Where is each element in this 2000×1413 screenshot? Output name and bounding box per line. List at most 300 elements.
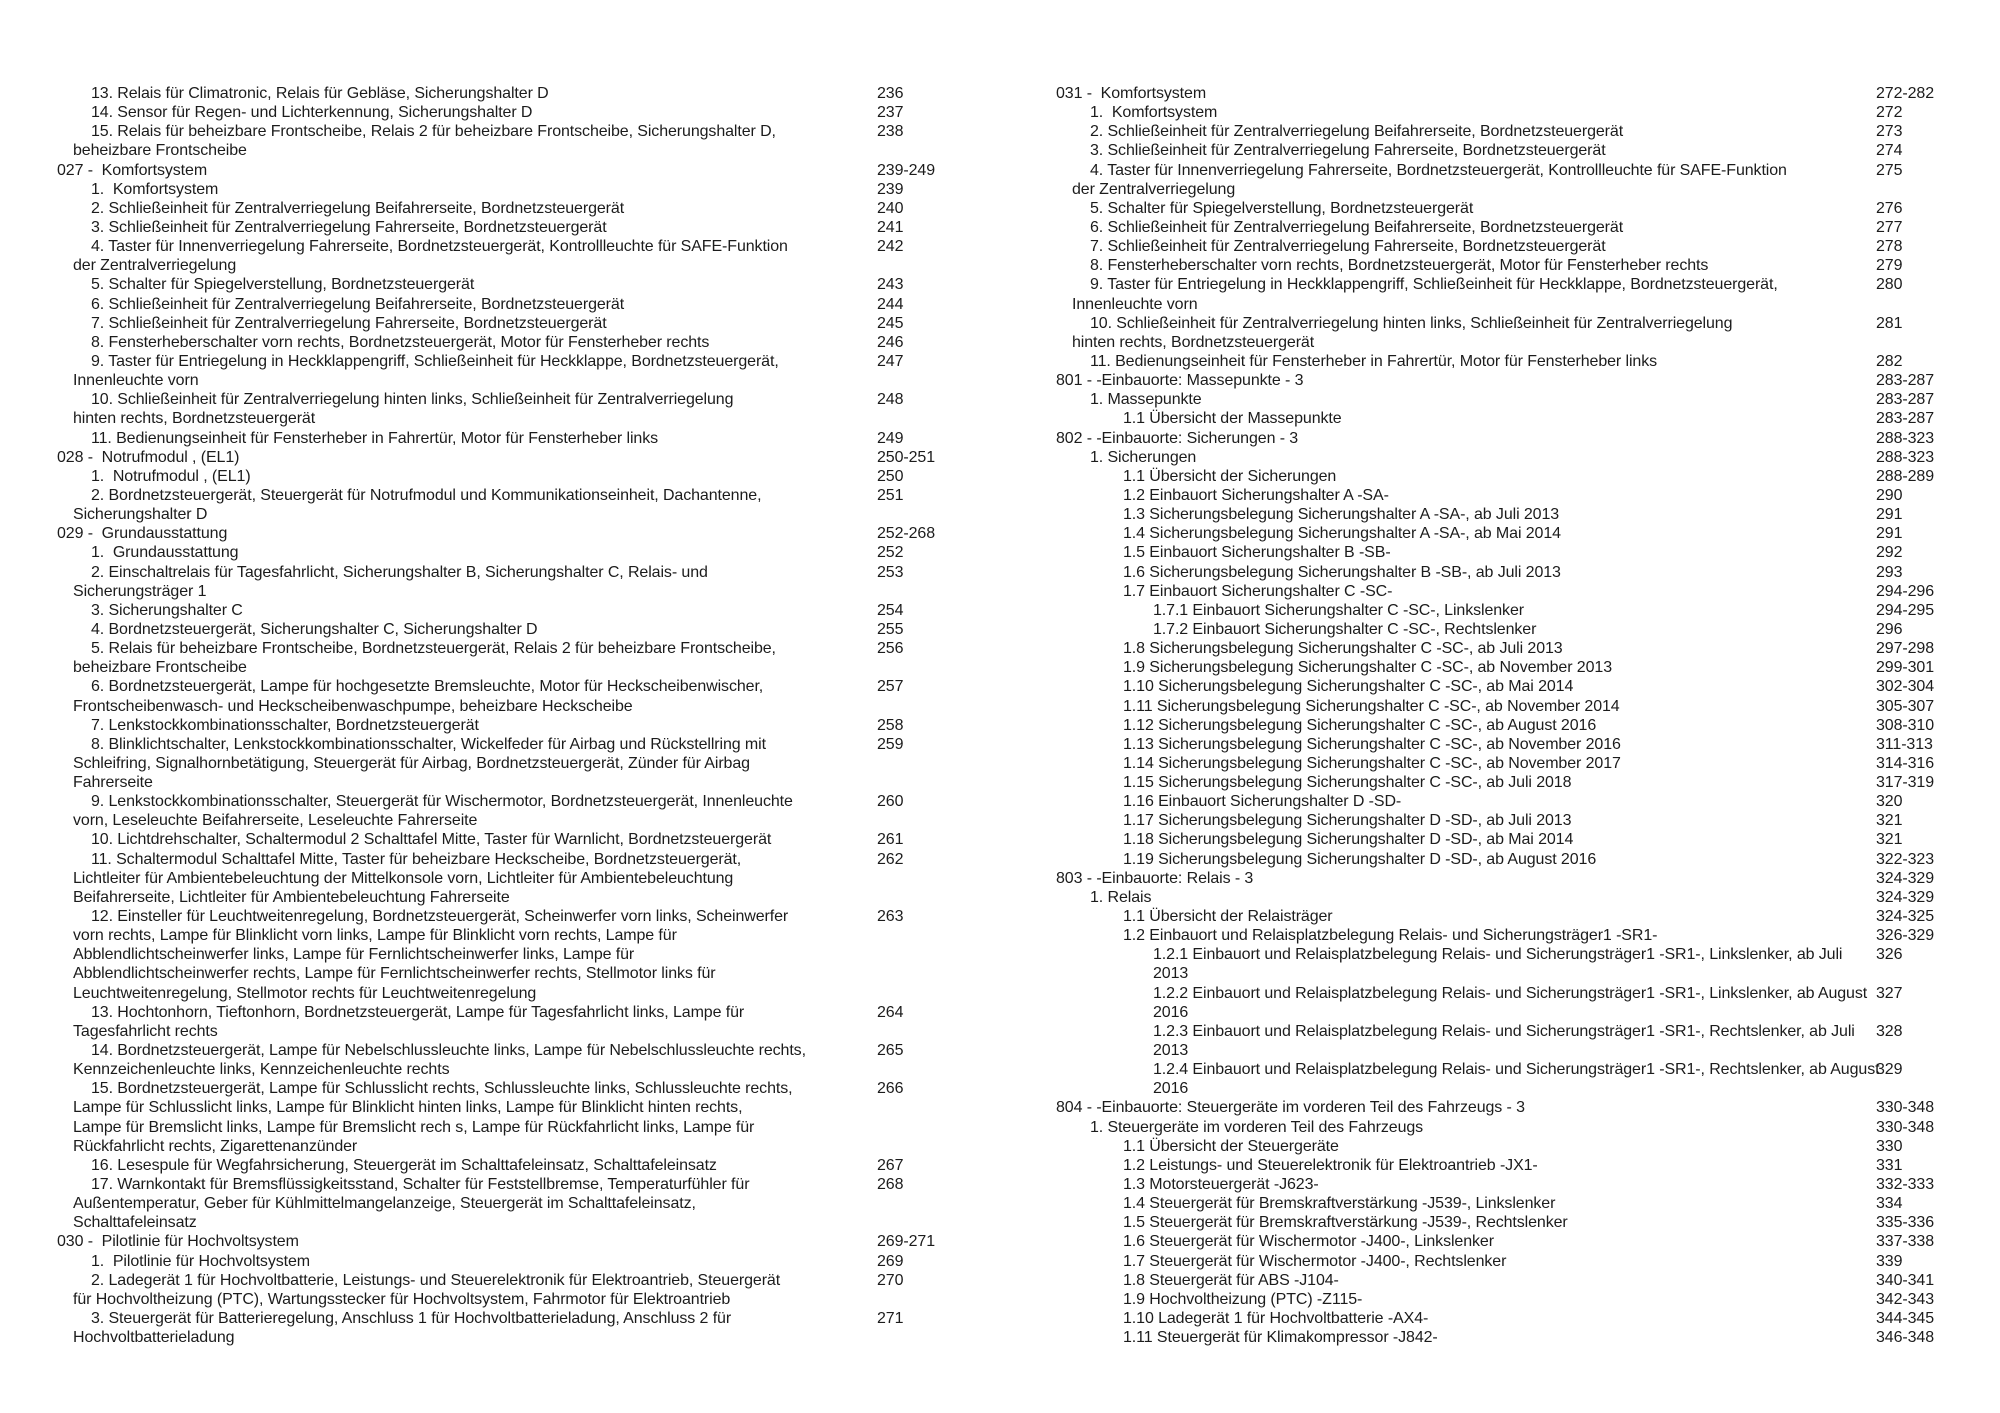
entry-text: Lichtleiter für Ambientebeleuchtung der Mittelkonsole vorn, Lichtleiter für Ambientebeleuchtung [73,869,734,887]
entry-text: 15. Relais für beheizbare Frontscheibe, Relais 2 für beheizbare Frontscheibe, Sicherungshalter D, [91,123,776,141]
page-number: 261 [877,831,904,849]
entry-text: 1.7.1 Einbauort Sicherungshalter C -SC-, Linkslenker [1153,601,1524,619]
page-number: 266 [877,1080,904,1098]
toc-line [1056,773,1996,792]
page-number: 240 [877,199,904,217]
page-number: 274 [1876,142,1903,160]
toc-line [57,582,997,601]
toc-line [1056,984,1996,1003]
toc-line [57,716,997,735]
toc-line [57,735,997,754]
entry-text: Innenleuchte vorn [73,372,199,390]
page-number: 330 [1876,1137,1903,1155]
entry-text: 5. Relais für beheizbare Frontscheibe, Bordnetzsteuergerät, Relais 2 für beheizbare Frontscheibe, [91,640,776,658]
page-number: 244 [877,295,904,313]
page-number: 337-338 [1876,1233,1935,1251]
page-number: 294-295 [1876,601,1935,619]
page-number: 265 [877,1042,904,1060]
toc-line [57,1060,997,1079]
page-number: 291 [1876,506,1903,524]
toc-line [57,563,997,582]
toc-line [1056,84,1996,103]
entry-text: 5. Schalter für Spiegelverstellung, Bordnetzsteuergerät [91,276,475,294]
toc-line [57,1041,997,1060]
entry-text: beheizbare Frontscheibe [73,142,247,160]
toc-line [57,486,997,505]
entry-text: 1.7 Einbauort Sicherungshalter C -SC- [1123,582,1393,600]
toc-line [1056,371,1996,390]
toc-line [1056,103,1996,122]
toc-line [57,773,997,792]
page-number: 283-287 [1876,391,1935,409]
page-number: 297-298 [1876,640,1935,658]
toc-line [57,1156,997,1175]
page-number: 346-348 [1876,1329,1935,1347]
toc-line [57,505,997,524]
toc-line [57,218,997,237]
toc-line [1056,1252,1996,1271]
entry-text: hinten rechts, Bordnetzsteuergerät [73,410,316,428]
entry-text: 1.1 Übersicht der Relaisträger [1123,908,1333,926]
entry-text: 10. Lichtdrehschalter, Schaltermodul 2 Schalttafel Mitte, Taster für Warnlicht, Bordnetzsteuergerät [91,831,772,849]
entry-text: 11. Bedienungseinheit für Fensterheber in Fahrertür, Motor für Fensterheber links [91,429,659,447]
toc-line [1056,448,1996,467]
toc-line [1056,333,1996,352]
toc-line [1056,792,1996,811]
toc-line [1056,295,1996,314]
toc-line [57,869,997,888]
page-number: 246 [877,333,904,351]
entry-text: 803 - -Einbauorte: Relais - 3 [1056,869,1254,887]
toc-line [57,830,997,849]
toc-line [1056,390,1996,409]
toc-line [1056,256,1996,275]
toc-line [57,314,997,333]
toc-line [57,697,997,716]
toc-line [1056,1041,1996,1060]
entry-text: 7. Schließeinheit für Zentralverriegelung Fahrerseite, Bordnetzsteuergerät [1090,238,1606,256]
page-number: 269-271 [877,1233,936,1251]
toc-line [57,639,997,658]
entry-text: 8. Blinklichtschalter, Lenkstockkombinationsschalter, Wickelfeder für Airbag und Rückstellring mit [91,735,766,753]
toc-line [1056,697,1996,716]
entry-text: 029 - Grundausstattung [57,525,228,543]
toc-line [1056,429,1996,448]
entry-text: 2016 [1153,1080,1189,1098]
entry-text: 1.6 Steuergerät für Wischermotor -J400-, Linkslenker [1123,1233,1494,1251]
entry-text: 13. Hochtonhorn, Tieftonhorn, Bordnetzsteuergerät, Lampe für Tagesfahrlicht links, Lampe für [91,1003,745,1021]
page-number: 278 [1876,238,1903,256]
toc-line [57,352,997,371]
page-number: 291 [1876,525,1903,543]
toc-line [57,850,997,869]
entry-text: 10. Schließeinheit für Zentralverriegelung hinten links, Schließeinheit für Zentralverriegelung [1090,314,1733,332]
page-number: 272 [1876,104,1903,122]
page-number: 321 [1876,831,1903,849]
toc-column-right [1056,84,1996,1347]
page-number: 283-287 [1876,410,1935,428]
entry-text: Sicherungsträger 1 [73,582,207,600]
page-number: 264 [877,1003,904,1021]
entry-text: Beifahrerseite, Lichtleiter für Ambientebeleuchtung Fahrerseite [73,888,510,906]
entry-text: 9. Taster für Entriegelung in Heckklappengriff, Schließeinheit für Heckklappe, Bordnetzsteuergerät, [91,352,779,370]
toc-line [1056,601,1996,620]
page-number: 252 [877,544,904,562]
page-number: 299-301 [1876,659,1935,677]
toc-column-left [57,84,997,1347]
entry-text: 027 - Komfortsystem [57,161,208,179]
toc-line [1056,505,1996,524]
page-number: 262 [877,850,904,868]
entry-text: 028 - Notrufmodul , (EL1) [57,448,240,466]
page-number: 290 [1876,486,1903,504]
entry-text: 1.8 Sicherungsbelegung Sicherungshalter C -SC-, ab Juli 2013 [1123,640,1563,658]
entry-text: 15. Bordnetzsteuergerät, Lampe für Schlusslicht rechts, Schlussleuchte links, Schlussleuchte rechts, [91,1080,793,1098]
toc-line [57,658,997,677]
toc-line [57,84,997,103]
entry-text: 1.5 Steuergerät für Bremskraftverstärkung -J539-, Rechtslenker [1123,1214,1568,1232]
page-number: 340-341 [1876,1271,1935,1289]
toc-line [57,295,997,314]
toc-line [1056,218,1996,237]
entry-text: 1.14 Sicherungsbelegung Sicherungshalter C -SC-, ab November 2017 [1123,754,1621,772]
entry-text: der Zentralverriegelung [1072,180,1236,198]
toc-line [1056,639,1996,658]
toc-line [57,256,997,275]
entry-text: 1. Pilotlinie für Hochvoltsystem [91,1252,311,1270]
entry-text: 16. Lesespule für Wegfahrsicherung, Steuergerät im Schalttafeleinsatz, Schalttafeleinsatz [91,1156,717,1174]
page-number: 239-249 [877,161,936,179]
page-number: 288-323 [1876,429,1935,447]
toc-line [57,467,997,486]
page-number: 239 [877,180,904,198]
entry-text: 6. Schließeinheit für Zentralverriegelung Beifahrerseite, Bordnetzsteuergerät [91,295,625,313]
toc-line [1056,1328,1996,1347]
toc-line [1056,199,1996,218]
page-number: 260 [877,793,904,811]
toc-line [1056,180,1996,199]
entry-text: 1.11 Steuergerät für Klimakompressor -J842- [1123,1329,1438,1347]
page-number: 324-325 [1876,908,1935,926]
toc-line [57,1079,997,1098]
entry-text: 6. Bordnetzsteuergerät, Lampe für hochgesetzte Bremsleuchte, Motor für Heckscheibenwischer, [91,678,764,696]
entry-text: 14. Sensor für Regen- und Lichterkennung, Sicherungshalter D [91,104,533,122]
toc-line [57,103,997,122]
toc-line [1056,1118,1996,1137]
page-number: 308-310 [1876,716,1935,734]
entry-text: Lampe für Bremslicht links, Lampe für Bremslicht rech s, Lampe für Rückfahrlicht links, Lampe für [73,1118,755,1136]
toc-line [1056,620,1996,639]
page-number: 277 [1876,218,1903,236]
entry-text: 1. Notrufmodul , (EL1) [91,467,251,485]
toc-line [1056,352,1996,371]
toc-line [1056,1290,1996,1309]
toc-line [1056,1003,1996,1022]
entry-text: 8. Fensterheberschalter vorn rechts, Bordnetzsteuergerät, Motor für Fensterheber rechts [1090,257,1709,275]
page-number: 330-348 [1876,1099,1935,1117]
page-number: 329 [1876,1061,1903,1079]
toc-line [57,448,997,467]
toc-line [1056,409,1996,428]
toc-line [1056,122,1996,141]
toc-line [1056,1232,1996,1251]
page-number: 248 [877,391,904,409]
page-number: 271 [877,1310,904,1327]
entry-text: 1.2.2 Einbauort und Relaisplatzbelegung Relais- und Sicherungsträger1 -SR1-, Linkslenker, ab August [1153,984,1868,1002]
entry-text: Hochvoltbatterieladung [73,1329,235,1347]
toc-line [1056,735,1996,754]
page-number: 245 [877,314,904,332]
entry-text: 1.2.1 Einbauort und Relaisplatzbelegung Relais- und Sicherungsträger1 -SR1-, Linkslenker, ab Juli [1153,946,1843,964]
entry-text: 1. Steuergeräte im vorderen Teil des Fahrzeugs [1090,1118,1424,1136]
entry-text: Schalttafeleinsatz [73,1214,197,1232]
entry-text: Rückfahrlicht rechts, Zigarettenanzünder [73,1137,358,1155]
entry-text: 1.2 Einbauort und Relaisplatzbelegung Relais- und Sicherungsträger1 -SR1- [1123,927,1658,945]
toc-line [57,1290,997,1309]
entry-text: 5. Schalter für Spiegelverstellung, Bordnetzsteuergerät [1090,199,1474,217]
entry-text: 2. Einschaltrelais für Tagesfahrlicht, Sicherungshalter B, Sicherungshalter C, Relais- und [91,563,708,581]
toc-line [1056,582,1996,601]
entry-text: 14. Bordnetzsteuergerät, Lampe für Nebelschlussleuchte links, Lampe für Nebelschlussleuchte rechts, [91,1042,806,1060]
entry-text: Lampe für Schlusslicht links, Lampe für Blinklicht hinten links, Lampe für Blinklicht hinten rechts, [73,1099,743,1117]
entry-text: 2. Ladegerät 1 für Hochvoltbatterie, Leistungs- und Steuerelektronik für Elektroantrieb, Steuergerät [91,1271,781,1289]
toc-line [1056,888,1996,907]
page-number: 282 [1876,352,1903,370]
entry-text: 3. Steuergerät für Batterieregelung, Anschluss 1 für Hochvoltbatterieladung, Anschluss 2 für [91,1310,732,1327]
page-number: 242 [877,238,904,256]
page-number: 253 [877,563,904,581]
toc-line [57,907,997,926]
toc-line [57,926,997,945]
toc-line [1056,1194,1996,1213]
entry-text: 10. Schließeinheit für Zentralverriegelung hinten links, Schließeinheit für Zentralverriegelung [91,391,734,409]
entry-text: 1.2 Leistungs- und Steuerelektronik für Elektroantrieb -JX1- [1123,1156,1538,1174]
entry-text: 17. Warnkontakt für Bremsflüssigkeitsstand, Schalter für Feststellbremse, Temperaturfühler für [91,1176,750,1194]
toc-line [57,1137,997,1156]
entry-text: Schleifring, Signalhornbetätigung, Steuergerät für Airbag, Bordnetzsteuergerät, Zünder für Airbag [73,754,750,772]
toc-line [57,141,997,160]
toc-line [57,792,997,811]
toc-line [57,371,997,390]
page-number: 281 [1876,314,1903,332]
page-number: 342-343 [1876,1290,1935,1308]
page-number: 327 [1876,984,1903,1002]
page-number: 302-304 [1876,678,1935,696]
entry-text: 2. Bordnetzsteuergerät, Steuergerät für Notrufmodul und Kommunikationseinheit, Dachantenne, [91,486,762,504]
toc-line [1056,524,1996,543]
toc-line [1056,926,1996,945]
entry-text: 1.13 Sicherungsbelegung Sicherungshalter C -SC-, ab November 2016 [1123,735,1621,753]
toc-line [57,409,997,428]
entry-text: 2. Schließeinheit für Zentralverriegelung Beifahrerseite, Bordnetzsteuergerät [91,199,625,217]
entry-text: 4. Taster für Innenverriegelung Fahrerseite, Bordnetzsteuergerät, Kontrollleuchte für SAFE-Funktion [1090,161,1787,179]
entry-text: 1. Komfortsystem [1090,104,1218,122]
entry-text: 1.7 Steuergerät für Wischermotor -J400-, Rechtslenker [1123,1252,1507,1270]
page-number: 344-345 [1876,1310,1935,1327]
entry-text: vorn, Leseleuchte Beifahrerseite, Leseleuchte Fahrerseite [73,812,478,830]
page-number: 326 [1876,946,1903,964]
entry-text: 1.5 Einbauort Sicherungshalter B -SB- [1123,544,1391,562]
toc-line [57,122,997,141]
page-number: 314-316 [1876,754,1935,772]
entry-text: 1.4 Steuergerät für Bremskraftverstärkung -J539-, Linkslenker [1123,1195,1556,1213]
entry-text: 1.1 Übersicht der Steuergeräte [1123,1137,1339,1155]
page-number: 293 [1876,563,1903,581]
page-number: 275 [1876,161,1903,179]
toc-line [57,1194,997,1213]
entry-text: Fahrerseite [73,774,153,792]
toc-line [57,1022,997,1041]
entry-text: 801 - -Einbauorte: Massepunkte - 3 [1056,372,1304,390]
page-number: 273 [1876,123,1903,141]
entry-text: 12. Einsteller für Leuchtweitenregelung, Bordnetzsteuergerät, Scheinwerfer vorn links, Scheinwerfer [91,908,789,926]
page-number: 279 [1876,257,1903,275]
toc-line [1056,1271,1996,1290]
toc-line [1056,237,1996,256]
toc-line [57,543,997,562]
page-number: 334 [1876,1195,1903,1213]
entry-text: 4. Taster für Innenverriegelung Fahrerseite, Bordnetzsteuergerät, Kontrollleuchte für SAFE-Funktion [91,238,788,256]
page-number: 252-268 [877,525,936,543]
page-number: 237 [877,104,904,122]
entry-text: 1.2.4 Einbauort und Relaisplatzbelegung Relais- und Sicherungsträger1 -SR1-, Rechtslenker, ab August [1153,1061,1880,1079]
entry-text: Innenleuchte vorn [1072,295,1198,313]
toc-line [57,180,997,199]
toc-line [1056,314,1996,333]
toc-line [57,1252,997,1271]
toc-line [1056,716,1996,735]
page-number: 296 [1876,620,1903,638]
entry-text: 1. Sicherungen [1090,448,1197,466]
entry-text: 3. Schließeinheit für Zentralverriegelung Fahrerseite, Bordnetzsteuergerät [91,218,607,236]
page-number: 311-313 [1876,735,1933,753]
entry-text: 1.9 Sicherungsbelegung Sicherungshalter C -SC-, ab November 2013 [1123,659,1612,677]
toc-line [57,620,997,639]
entry-text: 11. Bedienungseinheit für Fensterheber in Fahrertür, Motor für Fensterheber links [1090,352,1658,370]
toc-line [1056,1156,1996,1175]
entry-text: 1.10 Ladegerät 1 für Hochvoltbatterie -AX4- [1123,1310,1429,1327]
page-number: 322-323 [1876,850,1935,868]
toc-line [57,524,997,543]
page-number: 331 [1876,1156,1903,1174]
entry-text: 8. Fensterheberschalter vorn rechts, Bordnetzsteuergerät, Motor für Fensterheber rechts [91,333,710,351]
entry-text: 1.2.3 Einbauort und Relaisplatzbelegung Relais- und Sicherungsträger1 -SR1-, Rechtslenker, ab Juli [1153,1022,1855,1040]
toc-line [57,945,997,964]
entry-text: Kennzeichenleuchte links, Kennzeichenleuchte rechts [73,1061,450,1079]
toc-line [57,984,997,1003]
entry-text: 1.12 Sicherungsbelegung Sicherungshalter C -SC-, ab August 2016 [1123,716,1597,734]
page-number: 324-329 [1876,888,1935,906]
entry-text: 1. Komfortsystem [91,180,219,198]
entry-text: 3. Sicherungshalter C [91,601,243,619]
toc-line [57,601,997,620]
toc-line [57,1098,997,1117]
page-number: 243 [877,276,904,294]
entry-text: 030 - Pilotlinie für Hochvoltsystem [57,1233,299,1251]
toc-line [57,1003,997,1022]
page-number: 259 [877,735,904,753]
toc-line [1056,850,1996,869]
page-number: 330-348 [1876,1118,1935,1136]
entry-text: 1.19 Sicherungsbelegung Sicherungshalter D -SD-, ab August 2016 [1123,850,1597,868]
toc-line [1056,1175,1996,1194]
entry-text: 9. Taster für Entriegelung in Heckklappengriff, Schließeinheit für Heckklappe, Bordnetzsteuergerät, [1090,276,1778,294]
entry-text: 804 - -Einbauorte: Steuergeräte im vorderen Teil des Fahrzeugs - 3 [1056,1099,1525,1117]
toc-line [1056,869,1996,888]
toc-line [57,1175,997,1194]
entry-text: Leuchtweitenregelung, Stellmotor rechts für Leuchtweitenregelung [73,984,537,1002]
entry-text: 1.10 Sicherungsbelegung Sicherungshalter C -SC-, ab Mai 2014 [1123,678,1574,696]
toc-line [1056,543,1996,562]
toc-line [1056,275,1996,294]
page-number: 250 [877,467,904,485]
page-number: 326-329 [1876,927,1935,945]
entry-text: 1.1 Übersicht der Massepunkte [1123,410,1342,428]
entry-text: 2016 [1153,1003,1189,1021]
entry-text: 802 - -Einbauorte: Sicherungen - 3 [1056,429,1299,447]
entry-text: 4. Bordnetzsteuergerät, Sicherungshalter C, Sicherungshalter D [91,620,538,638]
toc-line [57,754,997,773]
toc-line [57,964,997,983]
page-number: 241 [877,218,904,236]
toc-line [1056,907,1996,926]
toc-line [1056,1137,1996,1156]
toc-line [57,888,997,907]
entry-text: Frontscheibenwasch- und Heckscheibenwaschpumpe, beheizbare Heckscheibe [73,697,633,715]
toc-line [1056,1213,1996,1232]
entry-text: 1.16 Einbauort Sicherungshalter D -SD- [1123,793,1402,811]
toc-line [1056,486,1996,505]
toc-line [57,237,997,256]
toc-line [57,1309,997,1328]
entry-text: 1.7.2 Einbauort Sicherungshalter C -SC-, Rechtslenker [1153,620,1537,638]
toc-line [1056,1060,1996,1079]
page-number: 238 [877,123,904,141]
toc-line [57,1271,997,1290]
toc-line [1056,161,1996,180]
toc-line [1056,945,1996,964]
toc-line [57,1213,997,1232]
entry-text: 7. Schließeinheit für Zentralverriegelung Fahrerseite, Bordnetzsteuergerät [91,314,607,332]
toc-line [57,275,997,294]
page-number: 257 [877,678,904,696]
entry-text: 1.6 Sicherungsbelegung Sicherungshalter B -SB-, ab Juli 2013 [1123,563,1561,581]
entry-text: der Zentralverriegelung [73,257,237,275]
entry-text: 1.1 Übersicht der Sicherungen [1123,467,1337,485]
entry-text: 1.3 Sicherungsbelegung Sicherungshalter A -SA-, ab Juli 2013 [1123,506,1560,524]
entry-text: 1.8 Steuergerät für ABS -J104- [1123,1271,1339,1289]
toc-line [57,1232,997,1251]
toc-line [57,677,997,696]
page-number: 255 [877,620,904,638]
page-number: 254 [877,601,904,619]
toc-line [57,390,997,409]
toc-line [57,1118,997,1137]
toc-line [57,1328,997,1347]
entry-text: Abblendlichtscheinwerfer links, Lampe für Fernlichtscheinwerfer links, Lampe für [73,946,635,964]
entry-text: 1.3 Motorsteuergerät -J623- [1123,1176,1319,1194]
toc-line [1056,830,1996,849]
toc-line [57,161,997,180]
page-number: 272-282 [1876,85,1935,102]
page-number: 317-319 [1876,774,1935,792]
page-number: 320 [1876,793,1903,811]
toc-line [1056,754,1996,773]
entry-text: 1.17 Sicherungsbelegung Sicherungshalter D -SD-, ab Juli 2013 [1123,812,1572,830]
page-number: 249 [877,429,904,447]
page-number: 269 [877,1252,904,1270]
entry-text: Sicherungshalter D [73,506,208,524]
